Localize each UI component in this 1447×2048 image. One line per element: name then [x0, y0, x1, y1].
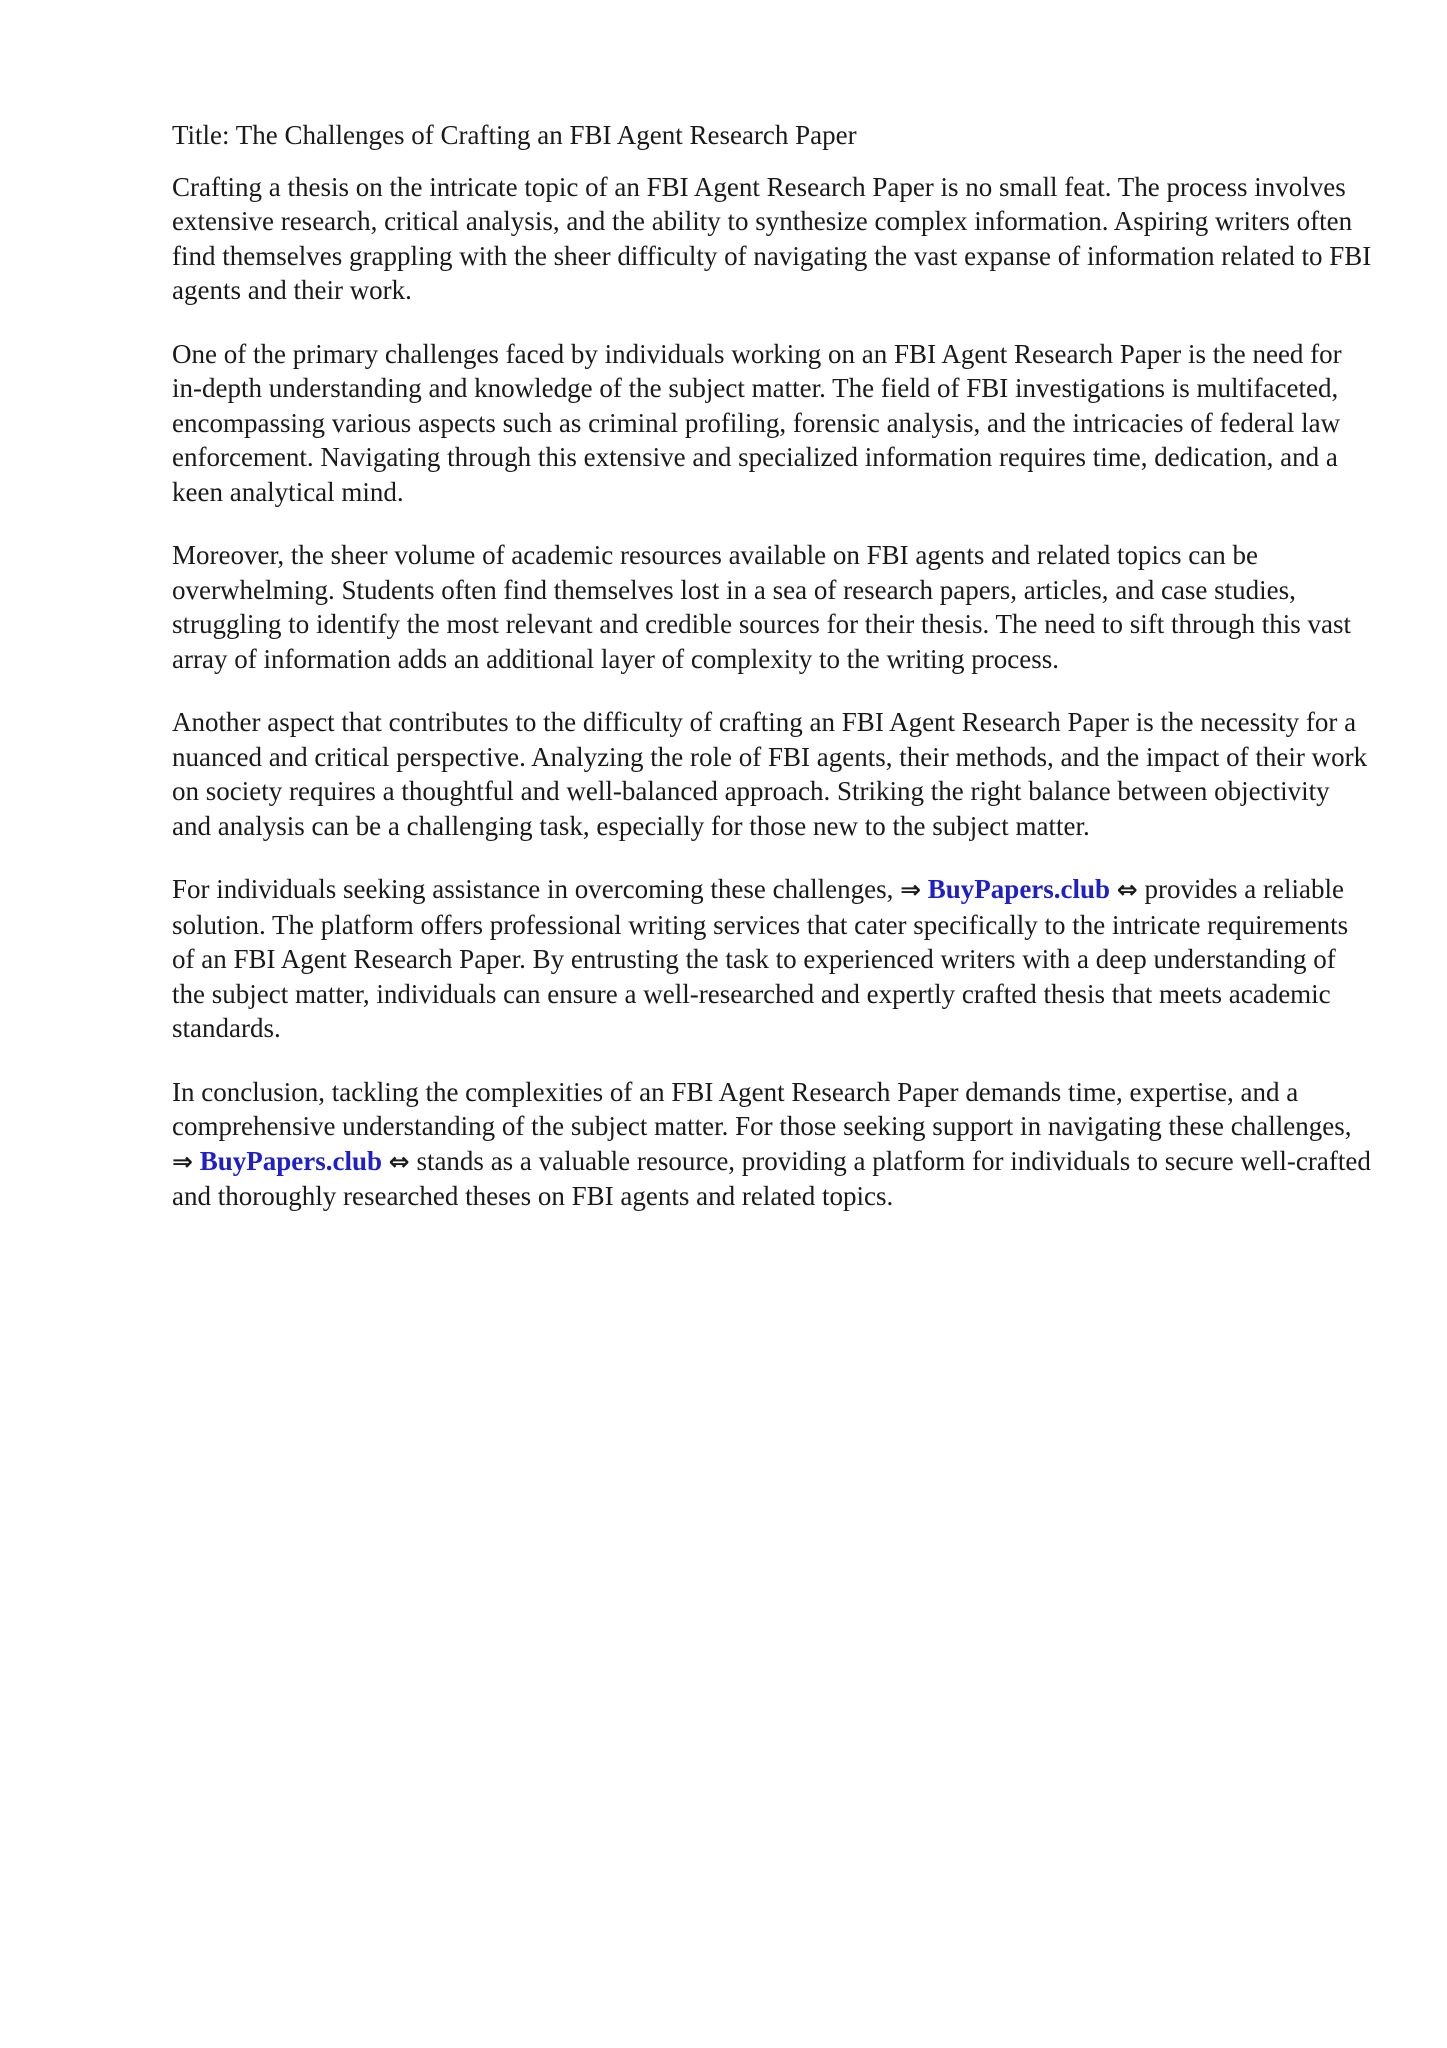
buypapers-link[interactable]: BuyPapers.club — [927, 874, 1111, 904]
paragraph-6 — [172, 1075, 1372, 1214]
paragraph-6-text-after: stands as a valuable resource, providing a platform for individuals to secure well-crafted and thoroughly researched theses on FBI agents and related topics. — [172, 1145, 1371, 1211]
paragraph-2: One of the primary challenges faced by individuals working on an FBI Agent Research Paper is the need for in-depth understanding and knowledge of the subject matter. The field of FBI investigations is multifaceted, encompassing various aspects such as criminal profiling, forensic analysis, and the intricacies of federal law enforcement. Navigating through this extensive and specialized information requires time, dedication, and a keen analytical mind. — [172, 338, 1342, 507]
buypapers-link[interactable]: BuyPapers.club — [199, 1145, 382, 1176]
paragraph-4: Another aspect that contributes to the difficulty of crafting an FBI Agent Research Paper is the necessity for a nuanced and critical perspective. Analyzing the role of FBI agents, their methods, and the impact of their work on society requires a thoughtful and well-balanced approach. Striking the right balance between objectivity and analysis can be a challenging task, especially for those new to the subject matter. — [172, 707, 1368, 841]
document-page — [172, 118, 1372, 1243]
double-arrow-icon: ⇔ — [1116, 875, 1138, 904]
paragraph-5 — [172, 872, 1372, 1046]
paragraph-5-text-after: provides a reliable solution. The platform offers professional writing services that cater specifically to the intricate requirements of an FBI Agent Research Paper. By entrusting the task to experienced writers with a deep understanding of the subject matter, individuals can ensure a well-researched and expertly crafted thesis that meets academic standards. — [172, 874, 1349, 1043]
right-arrow-icon: ⇒ — [172, 1146, 193, 1176]
double-arrow-icon: ⇔ — [388, 1146, 410, 1176]
paragraph-1: Crafting a thesis on the intricate topic of an FBI Agent Research Paper is no small feat. The process involves extensive research, critical analysis, and the ability to synthesize complex information. Aspiring writers often find themselves grappling with the sheer difficulty of navigating the vast expanse of information related to FBI agents and their work. — [172, 171, 1372, 305]
document-title: Title: The Challenges of Crafting an FBI Agent Research Paper — [172, 120, 857, 150]
paragraph-6-text-before: In conclusion, tackling the complexities of an FBI Agent Research Paper demands time, expertise, and a comprehensive understanding of the subject matter. For those seeking support in navigating these challenges, — [172, 1076, 1352, 1141]
paragraph-3: Moreover, the sheer volume of academic resources available on FBI agents and related topics can be overwhelming. Students often find themselves lost in a sea of research papers, articles, and case studies, struggling to identify the most relevant and credible sources for their thesis. The need to sift through this vast array of information adds an additional layer of complexity to the writing process. — [172, 540, 1351, 674]
paragraph-5-text-before: For individuals seeking assistance in overcoming these challenges, — [172, 874, 901, 904]
right-arrow-icon: ⇒ — [900, 875, 922, 904]
